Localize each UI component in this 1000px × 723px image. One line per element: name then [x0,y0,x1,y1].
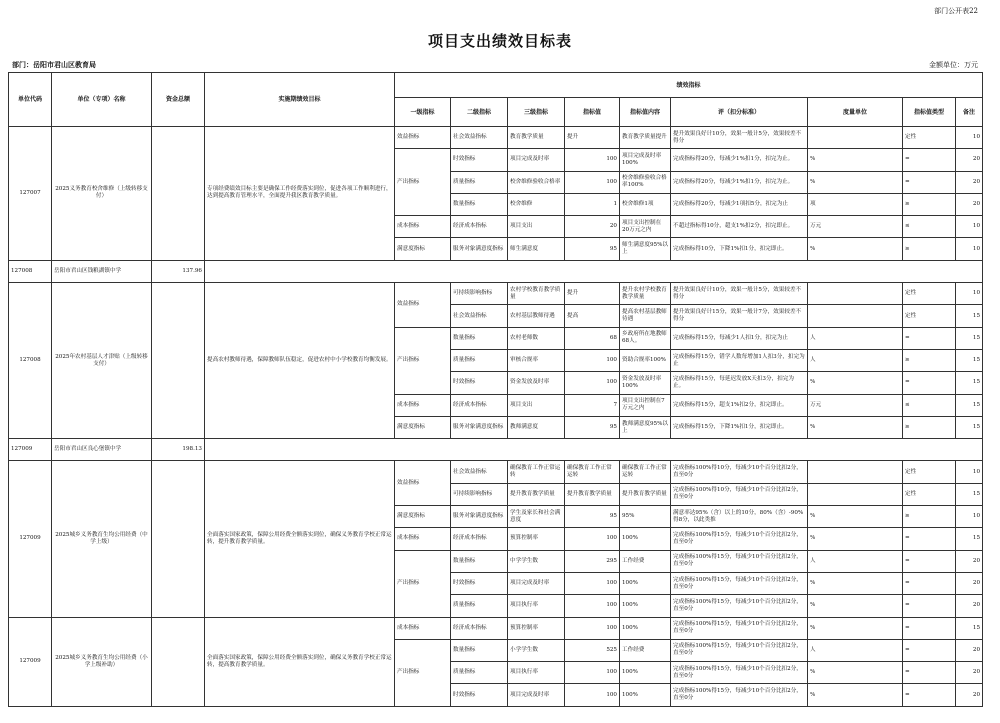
indicator-value: 20 [565,216,620,238]
header-unit-code: 单位代码 [9,73,52,127]
measure-unit: % [808,238,903,260]
remark: 10 [956,506,983,528]
level1-indicator: 产出指标 [395,550,451,617]
remark: 20 [956,193,983,215]
indicator-value: 100 [565,684,620,706]
value-type: = [903,171,956,193]
scoring-standard: 完成指标100%得10分，每减少10个百分比扣2分，直至0分 [671,483,808,505]
indicator-value: 95 [565,506,620,528]
project-name: 2025城乡义务教育生均公用经费（中学上级） [52,461,152,617]
measure-unit: % [808,372,903,394]
measure-unit: 人 [808,550,903,572]
project-name: 2025城乡义务教育生均公用经费（小学上级补助） [52,617,152,706]
scoring-standard: 完成指标100%得15分，每减少10个百分比扣2分，直至0分 [671,617,808,639]
scoring-standard: 满意率达95%（含）以上的10分，80%（含）-90%得8分，以此类推 [671,506,808,528]
indicator-value: 100 [565,349,620,371]
measure-unit: 万元 [808,216,903,238]
indicator-value-content: 乡政府所在地教师68人。 [620,327,671,349]
level3-indicator: 项目完成及时率 [508,572,565,594]
level1-indicator: 效益指标 [395,283,451,328]
level2-indicator: 经济成本指标 [451,617,508,639]
remark: 15 [956,305,983,327]
indicator-value-content: 95% [620,506,671,528]
level2-indicator: 数量指标 [451,193,508,215]
scoring-standard: 完成指标100%得15分，每减少10个百分比扣2分，直至0分 [671,528,808,550]
level2-indicator: 数量指标 [451,550,508,572]
scoring-standard: 完成指标100%得15分，每减少10个百分比扣2分，直至0分 [671,550,808,572]
header-value-content: 指标值内容 [620,98,671,127]
scoring-standard: 完成指标得20分，每减少1项扣5分，扣完为止 [671,193,808,215]
measure-unit: 项 [808,193,903,215]
level3-indicator: 项目执行率 [508,662,565,684]
value-type: = [903,528,956,550]
level3-indicator: 农村老师数 [508,327,565,349]
level2-indicator: 时效指标 [451,372,508,394]
scoring-standard: 不超过指标得10分，超支1%扣2分，扣完即止。 [671,216,808,238]
level3-indicator: 学生及家长和社会满意度 [508,506,565,528]
measure-unit: 万元 [808,394,903,416]
measure-unit: % [808,171,903,193]
measure-unit: % [808,528,903,550]
total-funds [152,127,205,261]
level2-indicator: 质量指标 [451,349,508,371]
indicator-value: 提升 [565,127,620,149]
value-type: ≥ [903,238,956,260]
remark: 10 [956,461,983,483]
unit-code: 127008 [9,260,52,282]
level3-indicator: 资金发放及时率 [508,372,565,394]
indicator-value-content: 校舍维修1项 [620,193,671,215]
remark: 15 [956,416,983,438]
performance-goal: 全面落实国家政策，保障公用经费全额落实到位，确保义务教育学校正常运转，提升教育教学质量。 [205,461,395,617]
remark: 15 [956,349,983,371]
indicator-value-content: 资金发放及时率100% [620,372,671,394]
value-type: = [903,372,956,394]
scoring-standard: 完成指标100%得15分，每减少10个百分比扣2分，直至0分 [671,639,808,661]
indicator-value: 100 [565,372,620,394]
measure-unit: % [808,416,903,438]
indicator-value: 100 [565,528,620,550]
value-type: 定性 [903,283,956,305]
level1-indicator: 成本指标 [395,394,451,416]
performance-table [8,72,983,707]
value-type: = [903,639,956,661]
scoring-standard: 完成指标得20分，每减少1%扣1分，扣完为止。 [671,171,808,193]
scoring-standard: 完成指标100%得15分，每减少10个百分比扣2分，直至0分 [671,684,808,706]
value-type: = [903,684,956,706]
unit-summary-row [9,439,983,461]
indicator-value-content: 校舍维修验收合格率100% [620,171,671,193]
remark: 20 [956,550,983,572]
level2-indicator: 可持续影响指标 [451,283,508,305]
level2-indicator: 质量指标 [451,595,508,617]
level1-indicator: 成本指标 [395,617,451,639]
summary-blank [205,439,983,461]
remark: 20 [956,684,983,706]
header-value: 指标值 [565,98,620,127]
indicator-value: 100 [565,595,620,617]
remark: 15 [956,617,983,639]
level2-indicator: 数量指标 [451,327,508,349]
indicator-value: 提高 [565,305,620,327]
header-total-funds: 资金总额 [152,73,205,127]
measure-unit [808,127,903,149]
unit-code: 127009 [9,461,52,617]
level2-indicator: 可持续影响指标 [451,483,508,505]
header-level3: 三级指标 [508,98,565,127]
unit-summary-row [9,260,983,282]
indicator-value-content: 100% [620,595,671,617]
level3-indicator: 教育教学质量 [508,127,565,149]
unit-code: 127008 [9,283,52,439]
level3-indicator: 农村基层教师待遇 [508,305,565,327]
indicator-value: 95 [565,416,620,438]
scoring-standard: 完成指标得15分，错学人数每增加1人扣3分，扣完为止 [671,349,808,371]
value-type: ≤ [903,394,956,416]
remark: 20 [956,171,983,193]
measure-unit [808,483,903,505]
measure-unit: 人 [808,327,903,349]
level3-indicator: 校舍维修验收合格率 [508,171,565,193]
indicator-value: 提升教育教学质量 [565,483,620,505]
indicator-value-content: 100% [620,662,671,684]
level2-indicator: 数量指标 [451,639,508,661]
indicator-value: 100 [565,572,620,594]
department-label: 部门：岳阳市君山区教育局 [12,60,96,69]
scoring-standard: 提升效果良好计10分，效果一般计5分，效果较差不得分 [671,283,808,305]
project-name: 2025义务教育校舍维修（上级转移支付） [52,127,152,261]
page-title: 项目支出绩效目标表 [427,32,572,50]
level2-indicator: 经济成本指标 [451,394,508,416]
level1-indicator: 效益指标 [395,127,451,149]
level2-indicator: 经济成本指标 [451,528,508,550]
table-row [9,127,983,149]
measure-unit: % [808,149,903,171]
measure-unit [808,283,903,305]
remark: 15 [956,394,983,416]
value-type: ≤ [903,216,956,238]
page-corner-label: 部门公开表22 [934,7,978,15]
performance-goal: 专项经费绩效目标主要是确保工作经费落实到位，促进各项工作顺利进行，达到提高教育管理水平，全面提升我区教育教学质量。 [205,127,395,261]
total-funds: 137.96 [152,260,205,282]
level1-indicator: 成本指标 [395,528,451,550]
indicator-value-content: 项目完成及时率100% [620,149,671,171]
indicator-value-content: 工作经费 [620,639,671,661]
remark: 10 [956,216,983,238]
header-level2: 二级指标 [451,98,508,127]
total-funds [152,617,205,706]
scoring-standard: 完成指标100%得10分，每减少10个百分比扣2分，直至0分 [671,461,808,483]
level1-indicator: 效益指标 [395,461,451,506]
scoring-standard: 完成指标100%得15分，每减少10个百分比扣2分，直至0分 [671,662,808,684]
measure-unit [808,305,903,327]
level3-indicator: 项目执行率 [508,595,565,617]
scoring-standard: 完成指标得15分，超支1%扣2分，扣完即止。 [671,394,808,416]
value-type: ≥ [903,193,956,215]
level1-indicator: 满意度指标 [395,416,451,438]
level3-indicator: 师生满意度 [508,238,565,260]
level1-indicator: 产出指标 [395,327,451,394]
indicator-value-content: 项目支出控制在20万元之内 [620,216,671,238]
scoring-standard: 提升效果良好计15分，效果一般计7分，效果较差不得分 [671,305,808,327]
level3-indicator: 教师满意度 [508,416,565,438]
level2-indicator: 质量指标 [451,171,508,193]
header-measure-unit: 度量单位 [808,98,903,127]
project-name: 2025年农村基层人才津贴（上级转移支付） [52,283,152,439]
header-level1: 一级指标 [395,98,451,127]
table-row [9,283,983,305]
indicator-value-content: 确保教育工作正常运转 [620,461,671,483]
level2-indicator: 社会效益指标 [451,461,508,483]
currency-unit-label: 金额单位：万元 [929,61,978,69]
indicator-value-content: 项目支出控制在7万元之内 [620,394,671,416]
indicator-value: 525 [565,639,620,661]
level2-indicator: 时效指标 [451,572,508,594]
unit-code: 127009 [9,617,52,706]
unit-code: 127007 [9,127,52,261]
remark: 15 [956,528,983,550]
indicator-value-content: 100% [620,572,671,594]
level1-indicator: 产出指标 [395,639,451,706]
level3-indicator: 确保教育工作正常运转 [508,461,565,483]
remark: 15 [956,483,983,505]
indicator-value: 确保教育工作正常运转 [565,461,620,483]
performance-goal: 全面落实国家政策，保障公用经费全额落实到位，确保义务教育学校正常运转，提高教育教学质量。 [205,617,395,706]
indicator-value-content: 提升教育教学质量 [620,483,671,505]
level2-indicator: 经济成本指标 [451,216,508,238]
remark: 20 [956,639,983,661]
total-funds: 198.13 [152,439,205,461]
remark: 15 [956,372,983,394]
measure-unit: % [808,506,903,528]
level2-indicator: 社会效益指标 [451,127,508,149]
remark: 10 [956,238,983,260]
remark: 10 [956,127,983,149]
total-funds [152,461,205,617]
value-type: ≥ [903,506,956,528]
header-unit-name: 单位（专项）名称 [52,73,152,127]
level3-indicator: 中学学生数 [508,550,565,572]
scoring-standard: 完成指标100%得15分，每减少10个百分比扣2分，直至0分 [671,595,808,617]
level3-indicator: 校舍维修 [508,193,565,215]
unit-name: 岳阳市君山区良心堡镇中学 [52,439,152,461]
indicator-value: 295 [565,550,620,572]
header-indicators: 绩效指标 [395,73,983,98]
level1-indicator: 满意度指标 [395,506,451,528]
remark: 20 [956,595,983,617]
indicator-value: 68 [565,327,620,349]
scoring-standard: 完成指标得15分，下降1%扣1分，扣完即止。 [671,416,808,438]
level3-indicator: 提升教育教学质量 [508,483,565,505]
value-type: ≥ [903,416,956,438]
indicator-value-content: 师生满意度95%以上 [620,238,671,260]
level1-indicator: 成本指标 [395,216,451,238]
level3-indicator: 农村学校教育教学质量 [508,283,565,305]
remark: 20 [956,572,983,594]
level1-indicator: 满意度指标 [395,238,451,260]
remark: 20 [956,149,983,171]
table-body [9,127,983,707]
measure-unit: % [808,595,903,617]
indicator-value-content: 100% [620,684,671,706]
header-remark: 备注 [956,98,983,127]
measure-unit [808,461,903,483]
indicator-value-content: 教育教学质量提升 [620,127,671,149]
indicator-value-content: 提高农村基层教师待遇 [620,305,671,327]
value-type: = [903,550,956,572]
remark: 15 [956,327,983,349]
level2-indicator: 服务对象满意度指标 [451,238,508,260]
header-scoring: 评（扣分标准） [671,98,808,127]
table-row [9,617,983,639]
total-funds [152,283,205,439]
level3-indicator: 小学学生数 [508,639,565,661]
indicator-value-content: 资助合规率100% [620,349,671,371]
indicator-value-content: 100% [620,617,671,639]
measure-unit: % [808,662,903,684]
level1-indicator: 产出指标 [395,149,451,216]
level2-indicator: 质量指标 [451,662,508,684]
measure-unit: 人 [808,349,903,371]
value-type: 定性 [903,483,956,505]
level3-indicator: 项目支出 [508,394,565,416]
level2-indicator: 服务对象满意度指标 [451,416,508,438]
performance-goal: 提高农村教师待遇，保障教师队伍稳定，促进农村中小学校教育均衡发展。 [205,283,395,439]
indicator-value: 100 [565,149,620,171]
indicator-value-content: 工作经费 [620,550,671,572]
level3-indicator: 预算控制率 [508,528,565,550]
scoring-standard: 完成指标得10分，下降1%扣1分，扣完即止。 [671,238,808,260]
summary-blank [205,260,983,282]
value-type: = [903,595,956,617]
level2-indicator: 时效指标 [451,684,508,706]
value-type: 定性 [903,305,956,327]
measure-unit: 人 [808,639,903,661]
remark: 10 [956,283,983,305]
level3-indicator: 项目支出 [508,216,565,238]
unit-name: 岳阳市君山区钱粮湖镇中学 [52,260,152,282]
indicator-value: 1 [565,193,620,215]
indicator-value: 100 [565,662,620,684]
scoring-standard: 完成指标得20分，每减少1%扣1分，扣完为止。 [671,149,808,171]
indicator-value: 100 [565,617,620,639]
level3-indicator: 项目完成及时率 [508,149,565,171]
indicator-value-content: 教师满意度95%以上 [620,416,671,438]
measure-unit: % [808,617,903,639]
level3-indicator: 预算控制率 [508,617,565,639]
scoring-standard: 完成指标得15分，每减少1人扣1分，扣完为止 [671,327,808,349]
indicator-value: 提升 [565,283,620,305]
value-type: = [903,662,956,684]
value-type: = [903,572,956,594]
indicator-value: 100 [565,171,620,193]
value-type: 定性 [903,461,956,483]
level3-indicator: 审核合规率 [508,349,565,371]
measure-unit: % [808,572,903,594]
level2-indicator: 社会效益指标 [451,305,508,327]
unit-code: 127009 [9,439,52,461]
value-type: ≥ [903,349,956,371]
value-type: = [903,327,956,349]
indicator-value-content: 100% [620,528,671,550]
header-goal: 实施期绩效目标 [205,73,395,127]
scoring-standard: 完成指标100%得15分，每减少10个百分比扣2分，直至0分 [671,572,808,594]
value-type: = [903,149,956,171]
level3-indicator: 项目完成及时率 [508,684,565,706]
table-row [9,461,983,483]
scoring-standard: 提升效果良好计10分，效果一般计5分，效果较差不得分 [671,127,808,149]
value-type: = [903,617,956,639]
value-type: 定性 [903,127,956,149]
indicator-value: 7 [565,394,620,416]
measure-unit: % [808,684,903,706]
scoring-standard: 完成指标得15分，每延迟发放X天扣3分，扣完为止。 [671,372,808,394]
level2-indicator: 服务对象满意度指标 [451,506,508,528]
indicator-value: 95 [565,238,620,260]
indicator-value-content: 提升农村学校教育教学质量 [620,283,671,305]
level2-indicator: 时效指标 [451,149,508,171]
remark: 20 [956,662,983,684]
header-value-type: 指标值类型 [903,98,956,127]
